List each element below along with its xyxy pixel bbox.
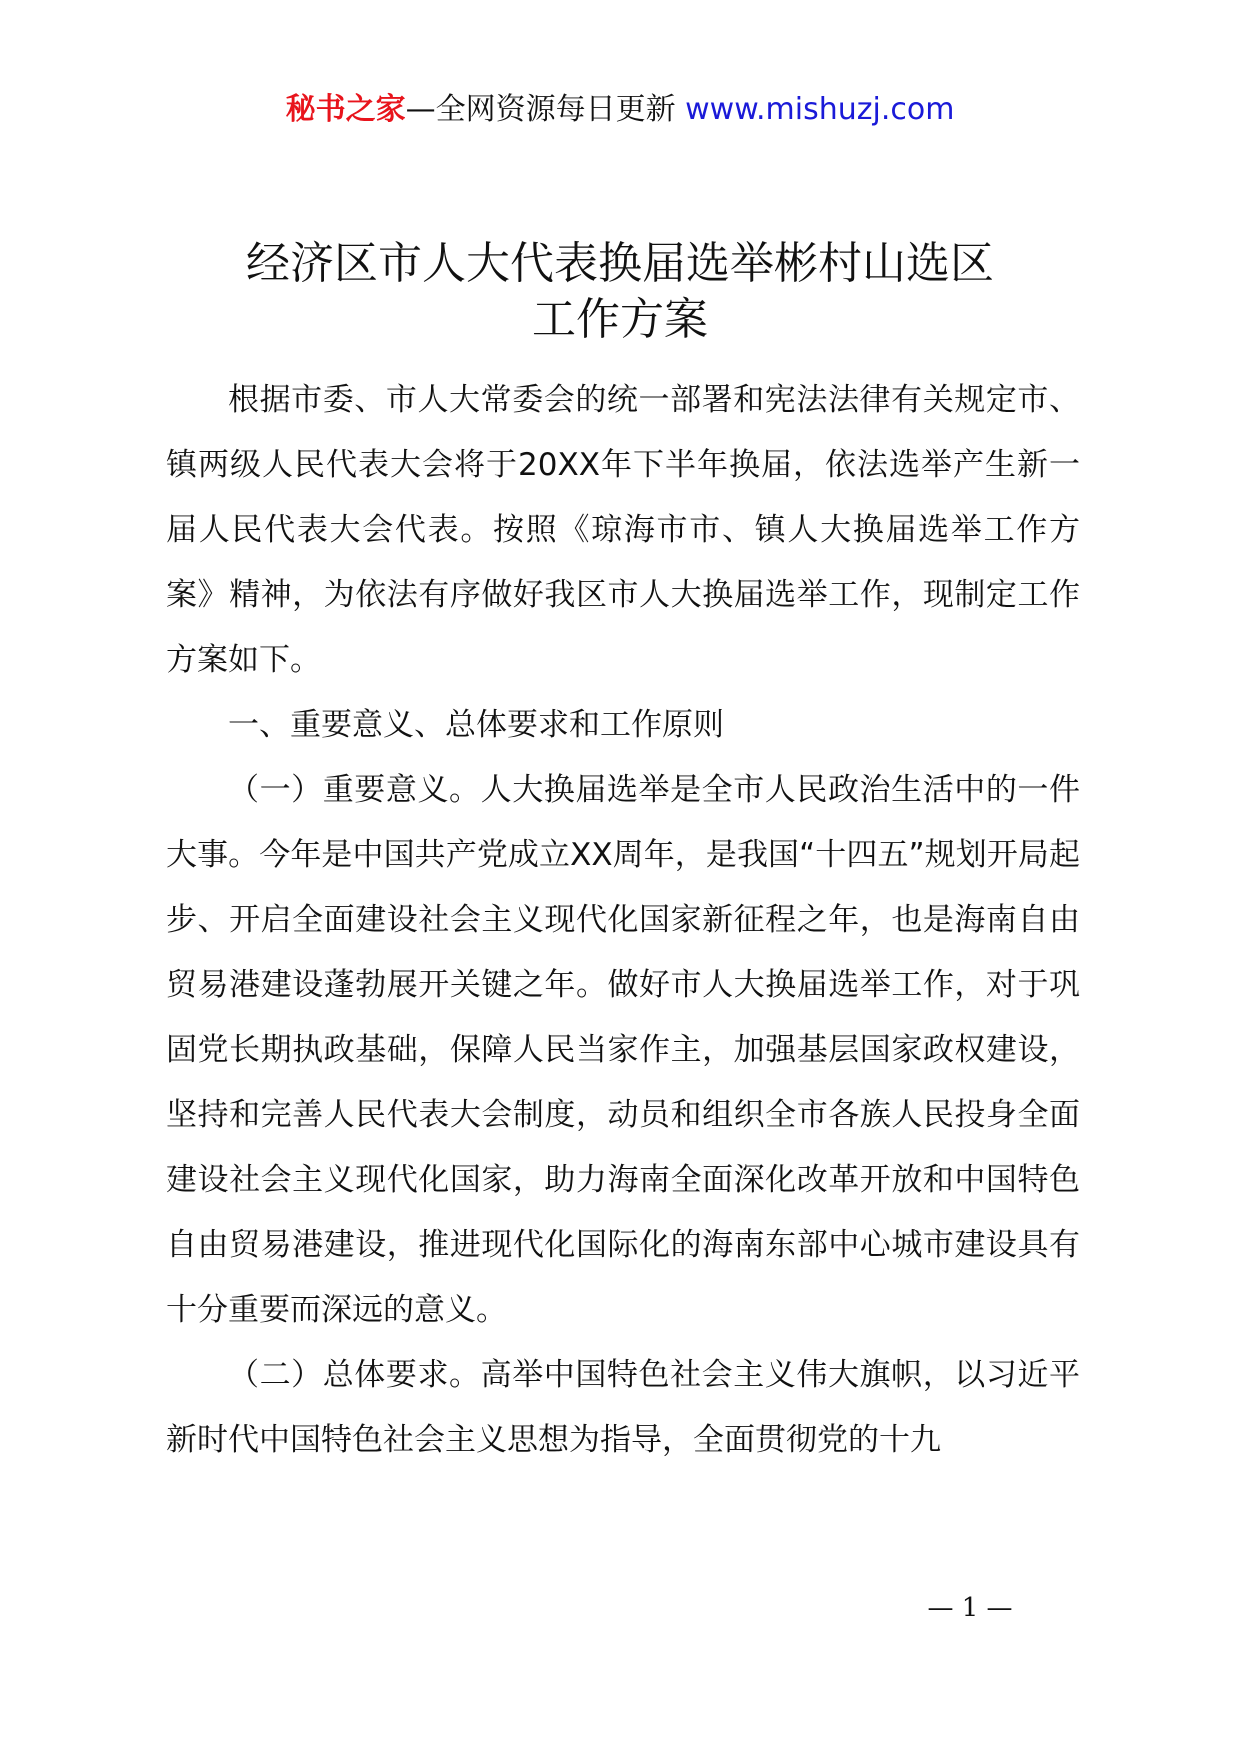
page-number: — 1 — (927, 1593, 1013, 1623)
document-body (166, 368, 1080, 1473)
brand-name: 秘书之家 (285, 92, 406, 127)
header-tagline: —全网资源每日更新 (405, 92, 686, 127)
title-line-2: 工作方案 (532, 294, 708, 345)
site-header (0, 88, 1240, 132)
document-title (0, 236, 1240, 348)
paragraph-requirements: （二）总体要求。高举中国特色社会主义伟大旗帜，以习近平新时代中国特色社会主义思想为指导，全面贯彻党的十九 (166, 1357, 1080, 1458)
section-heading-1: 一、重要意义、总体要求和工作原则 (228, 707, 724, 743)
site-url-link[interactable]: www.mishuzj.com (685, 92, 955, 127)
paragraph-importance: （一）重要意义。人大换届选举是全市人民政治生活中的一件大事。今年是中国共产党成立XX周年，是我国“十四五”规划开局起步、开启全面建设社会主义现代化国家新征程之年，也是海南自由贸易港建设蓬勃展开关键之年。做好市人大换届选举工作，对于巩固党长期执政基础，保障人民当家作主，加强基层国家政权建设，坚持和完善人民代表大会制度，动员和组织全市各族人民投身全面建设社会主义现代化国家，助力海南全面深化改革开放和中国特色自由贸易港建设，推进现代化国际化的海南东部中心城市建设具有十分重要而深远的意义。 (166, 772, 1080, 1328)
title-line-1: 经济区市人大代表换届选举彬村山选区 (246, 238, 994, 289)
paragraph-intro: 根据市委、市人大常委会的统一部署和宪法法律有关规定市、镇两级人民代表大会将于20XX年下半年换届，依法选举产生新一届人民代表大会代表。按照《琼海市市、镇人大换届选举工作方案》精神，为依法有序做好我区市人大换届选举工作，现制定工作方案如下。 (166, 382, 1080, 678)
